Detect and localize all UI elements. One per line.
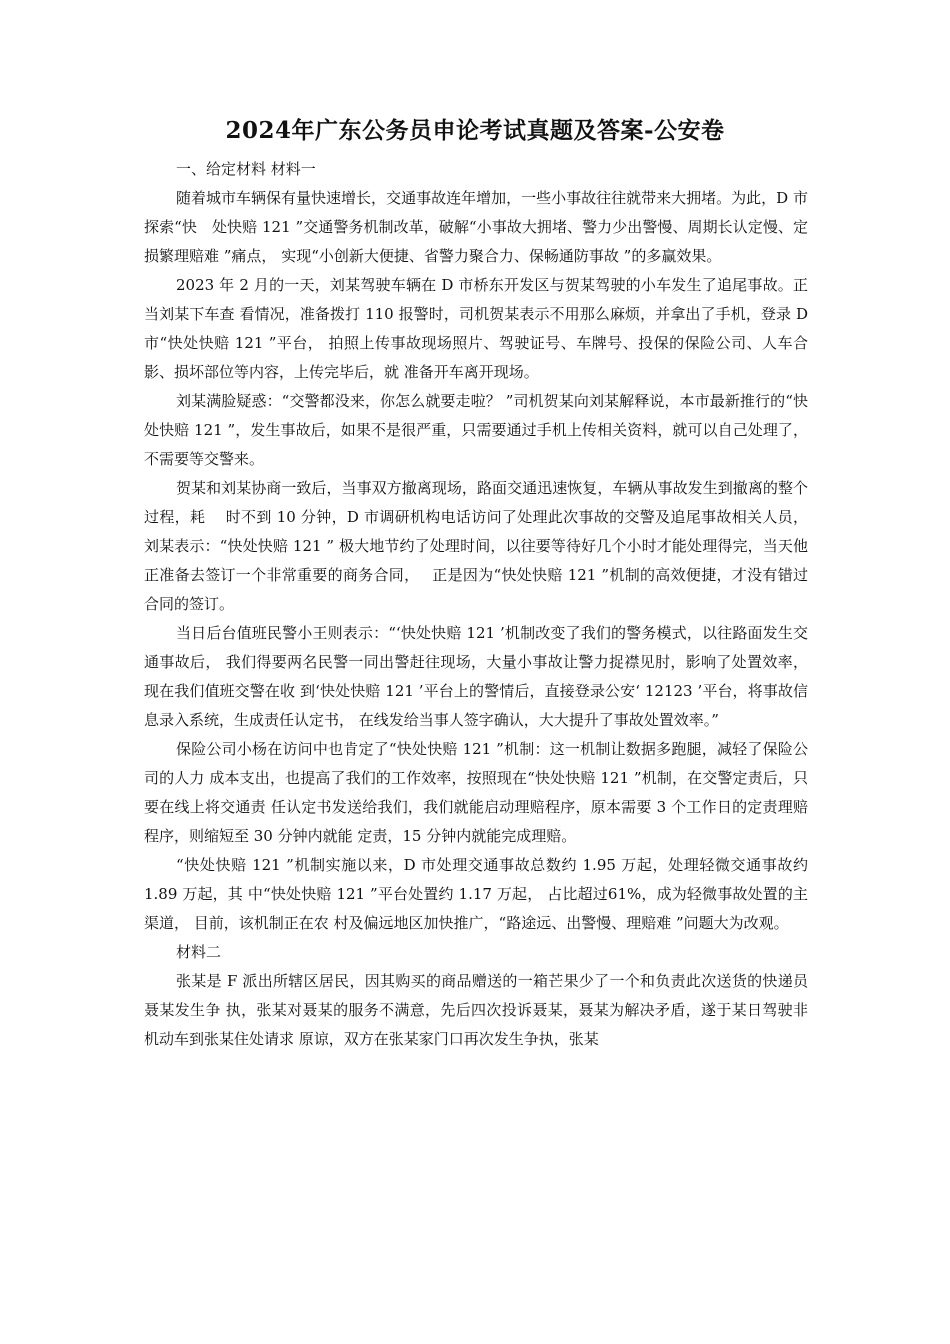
paragraph: 保险公司小杨在访问中也肯定了“快处快赔 121 ”机制：这一机制让数据多跑腿，减轻了保险公司的人力 成本支出，也提高了我们的工作效率，按照现在“快处快赔 121 ”机制，在交警定责后，只要在线上将交通责 任认定书发送给我们，我们就能启动理赔程序，原本需要 3 个工作日的定责理赔程序，则缩短至 30 分钟内就能 定责，15 分钟内就能完成理赔。 (144, 740, 808, 845)
paragraph: 当日后台值班民警小王则表示：“‘快处快赔 121 ’机制改变了我们的警务模式，以往路面发生交通事故后， 我们得要两名民警一同出警赶往现场，大量小事故让警力捉襟见肘，影响了处置效率，现在我们值班交警在收 到‘快处快赔 121 ’平台上的警情后，直接登录公安‘ 12123 ’平台，将事故信息录入系统，生成责任认定书， 在线发给当事人签字确认，大大提升了事故处置效率。” (144, 624, 808, 729)
section-heading-2: 材料二 (176, 943, 222, 961)
paragraph: 2023 年 2 月的一天，刘某驾驶车辆在 D 市桥东开发区与贺某驾驶的小车发生了追尾事故。正当刘某下车查 看情况，准备拨打 110 报警时，司机贺某表示不用那么麻烦，并拿出了手机，登录 D 市“快处快赔 121 ”平台， 拍照上传事故现场照片、驾驶证号、车牌号、投保的保险公司、人车合影、损坏部位等内容，上传完毕后，就 准备开车离开现场。 (144, 276, 808, 381)
document-body (144, 155, 808, 1054)
paragraph: 刘某满脸疑惑：“交警都没来，你怎么就要走啦？ ”司机贺某向刘某解释说，本市最新推行的“快处快赔 121 ”，发生事故后，如果不是很严重，只需要通过手机上传相关资料，就可以自己处理了，不需要等交警来。 (144, 392, 808, 468)
section-heading: 一、给定材料 材料一 (176, 160, 316, 178)
document-title: 2024年广东公务员申论考试真题及答案-公安卷 (225, 117, 725, 144)
paragraph: 张某是 F 派出所辖区居民，因其购买的商品赠送的一箱芒果少了一个和负责此次送货的快递员聂某发生争 执，张某对聂某的服务不满意，先后四次投诉聂某，聂某为解决矛盾，遂于某日驾驶非机动车到张某住处请求 原谅，双方在张某家门口再次发生争执，张某 (144, 972, 808, 1048)
paragraph: “快处快赔 121 ”机制实施以来，D 市处理交通事故总数约 1.95 万起，处理轻微交通事故约 1.89 万起，其 中“快处快赔 121 ”平台处置约 1.17 万起， 占比超过61%，成为轻微事故处置的主渠道， 目前，该机制正在农 村及偏远地区加快推广，“路途远、出警慢、理赔难 ”问题大为改观。 (144, 856, 808, 932)
paragraph: 贺某和刘某协商一致后，当事双方撤离现场，路面交通迅速恢复，车辆从事故发生到撤离的整个过程，耗 时不到 10 分钟，D 市调研机构电话访问了处理此次事故的交警及追尾事故相关人员，刘某表示：“快处快赔 121 ” 极大地节约了处理时间，以往要等待好几个小时才能处理得完，当天他正准备去签订一个非常重要的商务合同， 正是因为“快处快赔 121 ”机制的高效便捷，才没有错过合同的签订。 (144, 479, 808, 613)
paragraph: 随着城市车辆保有量快速增长，交通事故连年增加，一些小事故往往就带来大拥堵。为此，D 市探索“快 处快赔 121 ”交通警务机制改革，破解“小事故大拥堵、警力少出警慢、周期长认定慢、定损繁理赔难 ”痛点， 实现“小创新大便捷、省警力聚合力、保畅通防事故 ”的多赢效果。 (144, 189, 808, 265)
